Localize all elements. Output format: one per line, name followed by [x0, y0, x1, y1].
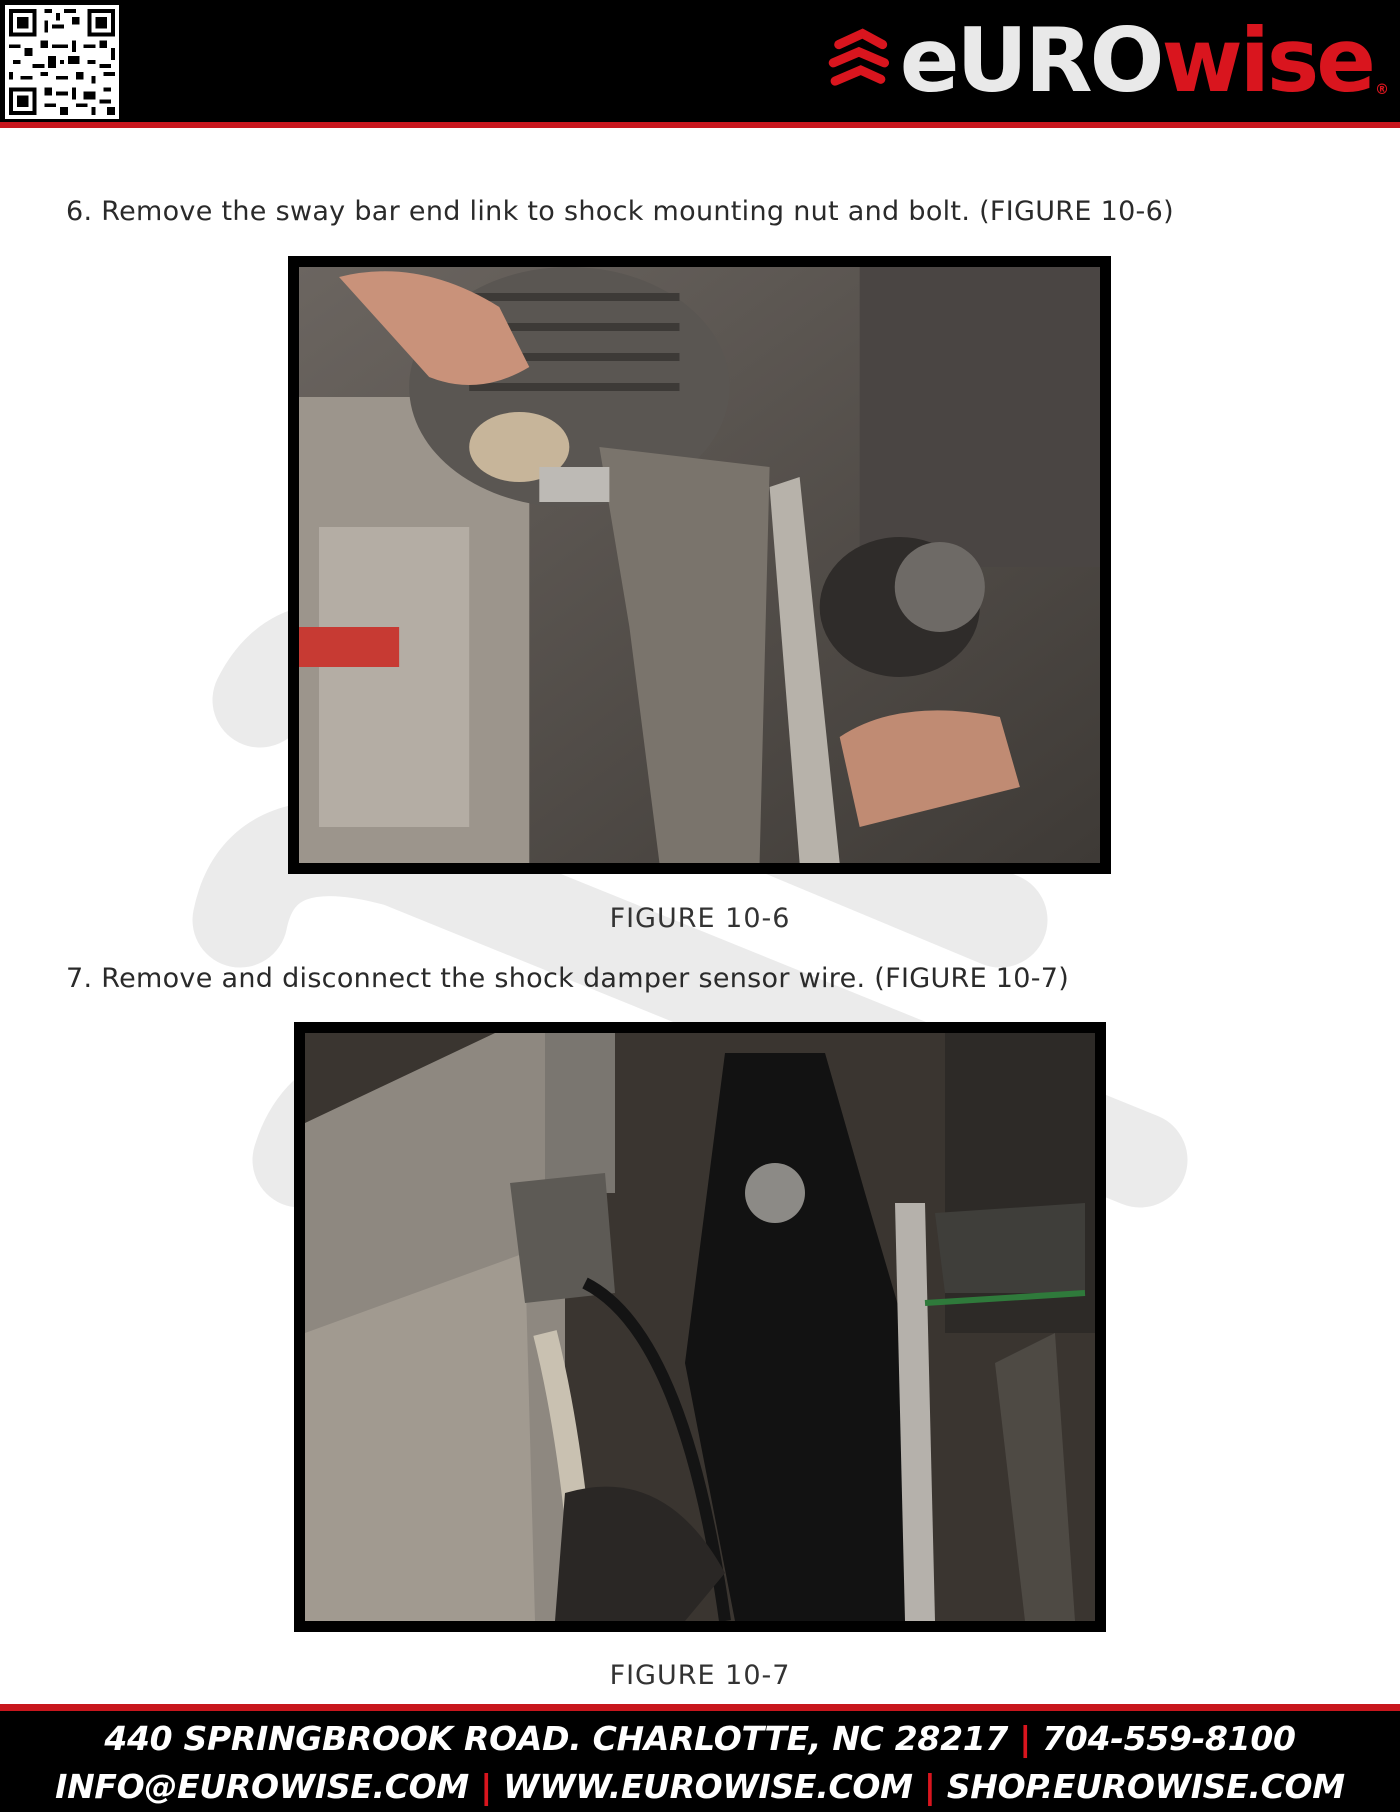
- footer-address: 440 SPRINGBROOK ROAD. CHARLOTTE, NC 28217: [104, 1719, 1009, 1758]
- step-7-instruction: 7. Remove and disconnect the shock damper sensor wire. (FIGURE 10-7): [66, 963, 1070, 994]
- page-footer: [0, 1711, 1400, 1812]
- figure-10-7-caption: FIGURE 10-7: [609, 1660, 791, 1691]
- logo-text-euro: eURO: [899, 9, 1162, 112]
- registered-mark: ®: [1375, 82, 1386, 98]
- eurowise-logo[interactable]: [826, 9, 1386, 112]
- qr-code-icon[interactable]: [5, 5, 119, 119]
- footer-separator: |: [480, 1767, 492, 1806]
- footer-separator: |: [923, 1767, 936, 1806]
- footer-contact-line: [0, 1767, 1400, 1806]
- footer-email-link[interactable]: INFO@EUROWISE.COM: [55, 1767, 469, 1806]
- page-header: [0, 0, 1400, 122]
- step-6-instruction: 6. Remove the sway bar end link to shock mounting nut and bolt. (FIGURE 10-6): [66, 196, 1174, 227]
- figure-10-7-photo: [294, 1022, 1106, 1632]
- logo-text-wise: wise: [1161, 9, 1373, 112]
- footer-red-stripe: [0, 1704, 1400, 1711]
- figure-10-6-caption: FIGURE 10-6: [609, 903, 791, 934]
- figure-10-6-photo: [288, 256, 1111, 874]
- header-red-stripe: [0, 122, 1400, 128]
- footer-shop-link[interactable]: SHOP.EUROWISE.COM: [946, 1767, 1345, 1806]
- footer-address-line: [0, 1719, 1400, 1758]
- footer-separator: |: [1019, 1719, 1032, 1758]
- footer-website-link[interactable]: WWW.EUROWISE.COM: [503, 1767, 913, 1806]
- footer-phone[interactable]: 704-559-8100: [1042, 1719, 1296, 1758]
- eurowise-logo-mark-icon: [826, 21, 892, 101]
